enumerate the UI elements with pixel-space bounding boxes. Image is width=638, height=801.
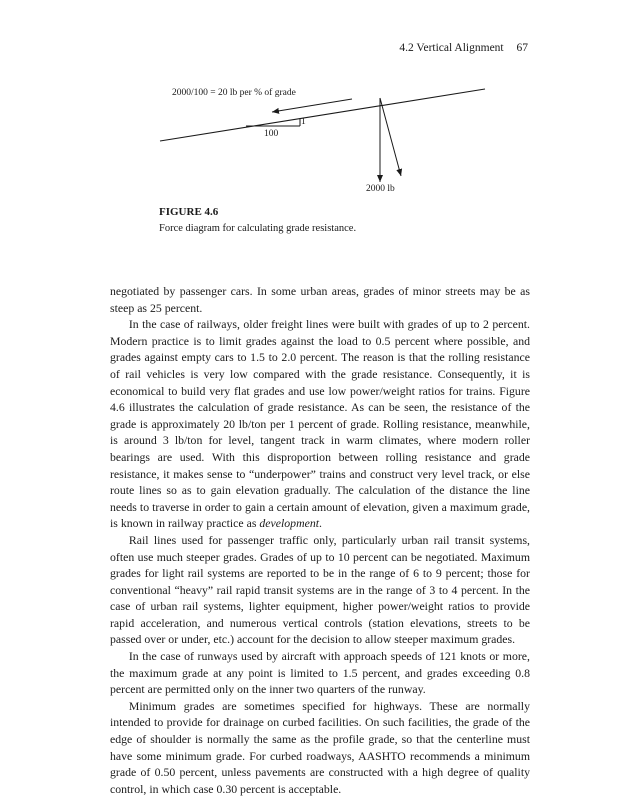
equation-label: 2000/100 = 20 lb per % of grade xyxy=(172,88,296,98)
header-section-title: 4.2 Vertical Alignment xyxy=(399,42,504,54)
rise-label: 1 xyxy=(301,117,306,127)
normal-component-arrow xyxy=(380,98,401,176)
figure-number: FIGURE 4.6 xyxy=(159,206,219,218)
paragraph-2-end: . xyxy=(319,516,322,531)
run-label: 100 xyxy=(264,129,279,139)
paragraph-1: negotiated by passenger cars. In some urban areas, grades of minor streets may be as steep as 25 percent. xyxy=(110,284,530,315)
body-text xyxy=(110,283,530,797)
paragraph-2 xyxy=(110,316,530,532)
grade-force-arrow xyxy=(272,99,352,112)
paragraph-3: Rail lines used for passenger traffic only, particularly urban rail transit systems, often use much steeper grades. Grades of up to 10 percent can be negotiated. Maximum grades for light rail systems are reported to be in the range of 6 to 9 percent; those for conventional “heavy” rail rapid transit systems are in the range of 3 to 4 percent. In the case of urban rail systems, lighter equipment, higher power/weight ratios to provide rapid acceleration, and numerous vertical controls (station elevations, streets to be passed over or under, etc.) account for the decision to allow steeper maximum grades. xyxy=(110,532,530,647)
figure-caption xyxy=(159,206,539,234)
paragraph-5: Minimum grades are sometimes specified for highways. These are normally intended to provide for drainage on curbed facilities. On such facilities, the grade of the edge of shoulder is normally the same as the profile grade, so that the centerline must have some minimum grade. For curbed roadways, AASHTO recommends a minimum grade of 0.50 percent, unless pavements are constructed with a high degree of quality control, in which case 0.30 percent is acceptable. xyxy=(110,698,530,796)
paragraph-2-main: In the case of railways, older freight lines were built with grades of up to 2 percent. Modern practice is to limit grades against the load to 0.5 percent where possible, and grades against empty cars to 1.5 to 2.0 percent. The reason is that the rolling resistance of rail vehicles is very low compared with the grade resistance. Consequently, it is economical to build very flat grades and use low power/weight ratios for trains. Figure 4.6 illustrates the calculation of grade resistance. As can be seen, the resistance of the grade is approximately 20 lb/ton per 1 percent of grade. Rolling resistance, meanwhile, is around 3 lb/ton for level, tangent track in warm climates, where modern roller bearings are used. With this disproportion between rolling resistance and grade resistance, it makes sense to “underpower” trains and construct very level track, or else route lines so as to gain elevation gradually. The calculation of the distance the line needs to traverse in order to gain a certain amount of elevation, given a maximum grade, is known in railway practice as xyxy=(110,317,530,531)
weight-label: 2000 lb xyxy=(366,184,395,194)
term-development: development xyxy=(259,516,320,531)
figure-caption-text: Force diagram for calculating grade resistance. xyxy=(159,223,357,234)
paragraph-4: In the case of runways used by aircraft with approach speeds of 121 knots or more, the maximum grade at any point is limited to 1.5 percent, and grades exceeding 0.8 percent are permitted only on the inner two quarters of the runway. xyxy=(110,649,530,697)
header-page-number: 67 xyxy=(516,42,528,54)
